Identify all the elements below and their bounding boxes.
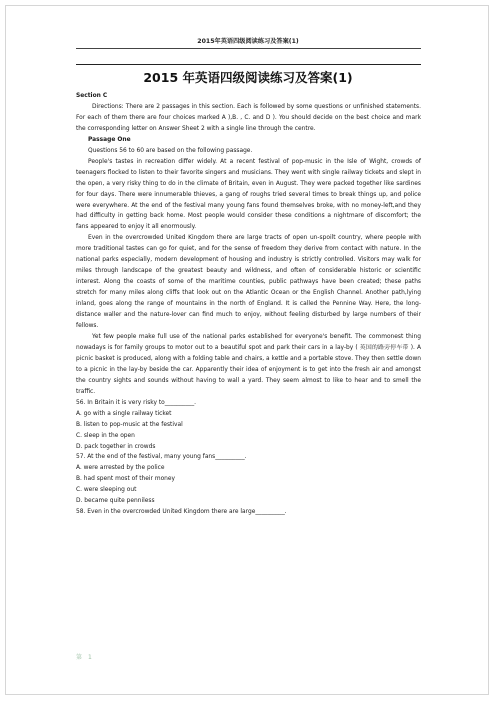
document-title: 2015 年英语四级阅读练习及答案(1): [143, 70, 353, 85]
question-57-option-d: D. became quite penniless: [76, 498, 155, 505]
section-heading: Section C: [76, 93, 108, 99]
page-footer: [76, 652, 92, 661]
passage-paragraph-3: Yet few people make full use of the national parks established for everyone's benefit. The commonest thing nowadays is for family groups to motor out to a beautiful spot and park their cars in a lay-by ( 英国的路旁停车带 ). A picnic basket is produced, along with a folding table and chairs, a kettle and a portable stove. They then settle down to a picnic in the lay-by beside the car. Apparently their idea of enjoyment is to get into the fresh air and amongst the country sights and sounds without having to wall a yard. They seem almost to like to hear and to smell the traffic.: [76, 333, 421, 395]
running-header: 2015年英语四级阅读练习及答案(1): [197, 38, 299, 45]
question-56-stem: 56. In Britain it is very risky to__________.: [76, 399, 197, 406]
question-57-option-a: A. were arrested by the police: [76, 465, 165, 472]
title-divider: [76, 64, 421, 65]
question-57-stem: 57. At the end of the festival, many young fans__________.: [76, 454, 247, 461]
passage-paragraph-1: People's tastes in recreation differ widely. At a recent festival of pop-music in the Isle of Wight, crowds of teenagers flocked to listen to their favorite singers and musicians. They went with single railway tickets and slept in the open, a very risky thing to do in the climate of Britain, even in August. They were packed together like sardines for four days. There were innumerable thieves, a gang of roughs tried several times to break things up, and police were everywhere. At the end of the festival many young fans found themselves broke, with no money-left,and they had difficulty in getting back home. Most people would consider these conditions a nightmare of discomfort; the fans appeared to enjoy it all enormously.: [76, 158, 421, 231]
question-57-option-b: B. had spent most of their money: [76, 476, 176, 483]
question-56-option-d: D. pack together in crowds: [76, 443, 156, 450]
question-56-option-b: B. listen to pop-music at the festival: [76, 421, 183, 428]
question-56-option-a: A. go with a single railway ticket: [76, 410, 172, 417]
passage-label: Passage One: [88, 136, 131, 143]
questions-intro: Questions 56 to 60 are based on the following passage.: [88, 147, 253, 154]
question-57-option-c: C. were sleeping out: [76, 487, 137, 494]
page-number: 1: [88, 654, 92, 661]
header-divider: [76, 48, 421, 49]
page-footer-label: 第: [76, 654, 83, 661]
question-56-option-c: C. sleep in the open: [76, 432, 135, 439]
passage-paragraph-2: Even in the overcrowded United Kingdom there are large tracts of open un-spoilt country, where people with more traditional tastes can go for quiet, and for the sense of freedom they derive from contact with nature. In the national parks especially, modern development of housing and industry is strictly controlled. Visitors may walk for miles through landscape of the greatest beauty and wildness, and often of considerable historic or scientific interest. Along the coasts of some of the maritime counties, public pathways have been created; these paths stretch for many miles along cliffs that look out on the Atlantic Ocean or the English Channel. Another path,lying inland, goes along the range of mountains in the north of England. It is called the Pennine Way. Here, the long-distance waller and the nature-lover can find much to enjoy, without feeling disturbed by large numbers of their fellows.: [76, 235, 421, 330]
directions-paragraph: Directions: There are 2 passages in this section. Each is followed by some questions or unfinished statements. For each of them there are four choices marked A ),B. , C. and D ). You should decide on the best choice and mark the corresponding letter on Answer Sheet 2 with a single line through the centre.: [76, 103, 421, 132]
document-body: [76, 91, 421, 518]
question-58-stem: 58. Even in the overcrowded United Kingdom there are large__________.: [76, 509, 287, 516]
